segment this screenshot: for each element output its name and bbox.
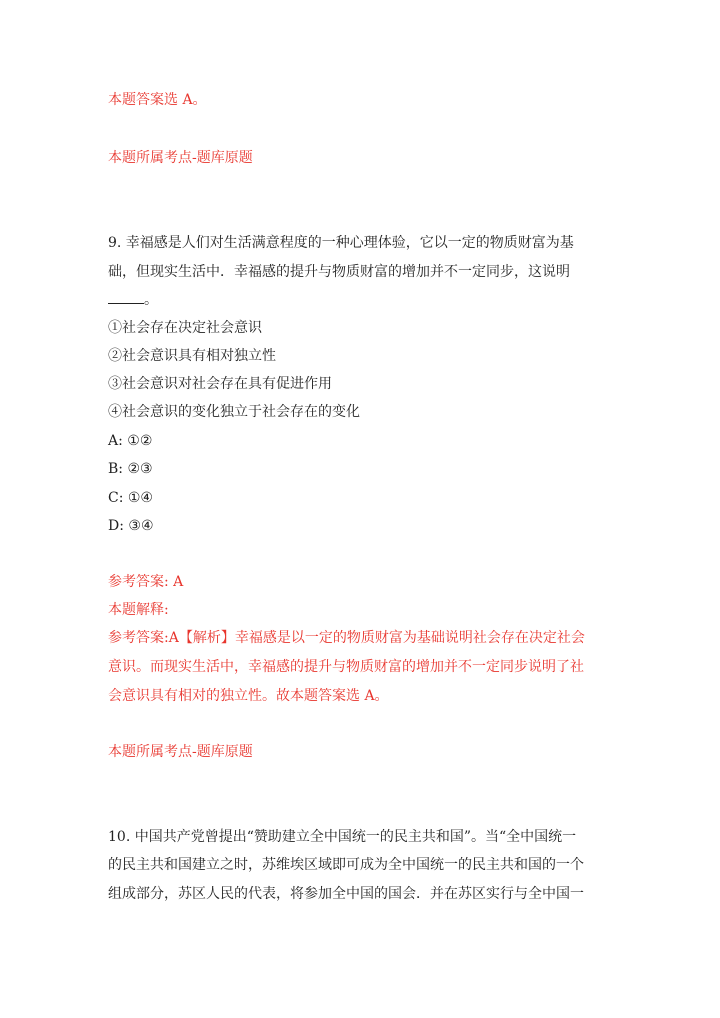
prev-answer-line: 本题答案选 A。 (108, 92, 207, 108)
q9-reference-answer: 参考答案: A (108, 574, 184, 590)
q9-explanation-label: 本题解释: (108, 602, 169, 618)
q9-stem-line-2: 础，但现实生活中．幸福感的提升与物质财富的增加并不一定同步，这说明 (108, 264, 570, 280)
q9-explanation-line-1: 参考答案:A【解析】幸福感是以一定的物质财富为基础说明社会存在决定社会 (108, 630, 585, 646)
q10-stem-line-1: 10. 中国共产党曾提出“赞助建立全中国统一的民主共和国”。当“全中国统一 (108, 829, 577, 845)
q9-statement-3: ③社会意识对社会存在具有促进作用 (108, 376, 332, 392)
q9-statement-2: ②社会意识具有相对独立性 (108, 348, 276, 364)
q9-stem-line-3 (108, 290, 158, 310)
q10-stem-line-2: 的民主共和国建立之时，苏维埃区域即可成为全中国统一的民主共和国的一个 (108, 857, 584, 873)
q9-explanation-line-3: 会意识具有相对的独立性。故本题答案选 A。 (108, 688, 389, 704)
q9-statement-1: ①社会存在决定社会意识 (108, 320, 262, 336)
q9-option-d: D: ③④ (108, 518, 154, 534)
answer-blank (108, 290, 144, 304)
q9-explanation-line-2: 意识。而现实生活中，幸福感的提升与物质财富的增加并不一定同步说明了社 (108, 659, 584, 675)
q9-stem-line-1: 9. 幸福感是人们对生活满意程度的一种心理体验，它以一定的物质财富为基 (108, 235, 574, 251)
q9-option-c: C: ①④ (108, 490, 153, 506)
q10-stem-line-3: 组成部分，苏区人民的代表，将参加全中国的国会．并在苏区实行与全中国一 (108, 886, 584, 902)
q9-topic-tag: 本题所属考点-题库原题 (108, 744, 253, 760)
q9-option-b: B: ②③ (108, 461, 153, 477)
prev-topic-tag: 本题所属考点-题库原题 (108, 150, 253, 166)
q9-option-a: A: ①② (108, 433, 153, 449)
q9-stem-line-3-suffix: 。 (144, 292, 158, 308)
q9-statement-4: ④社会意识的变化独立于社会存在的变化 (108, 404, 360, 420)
